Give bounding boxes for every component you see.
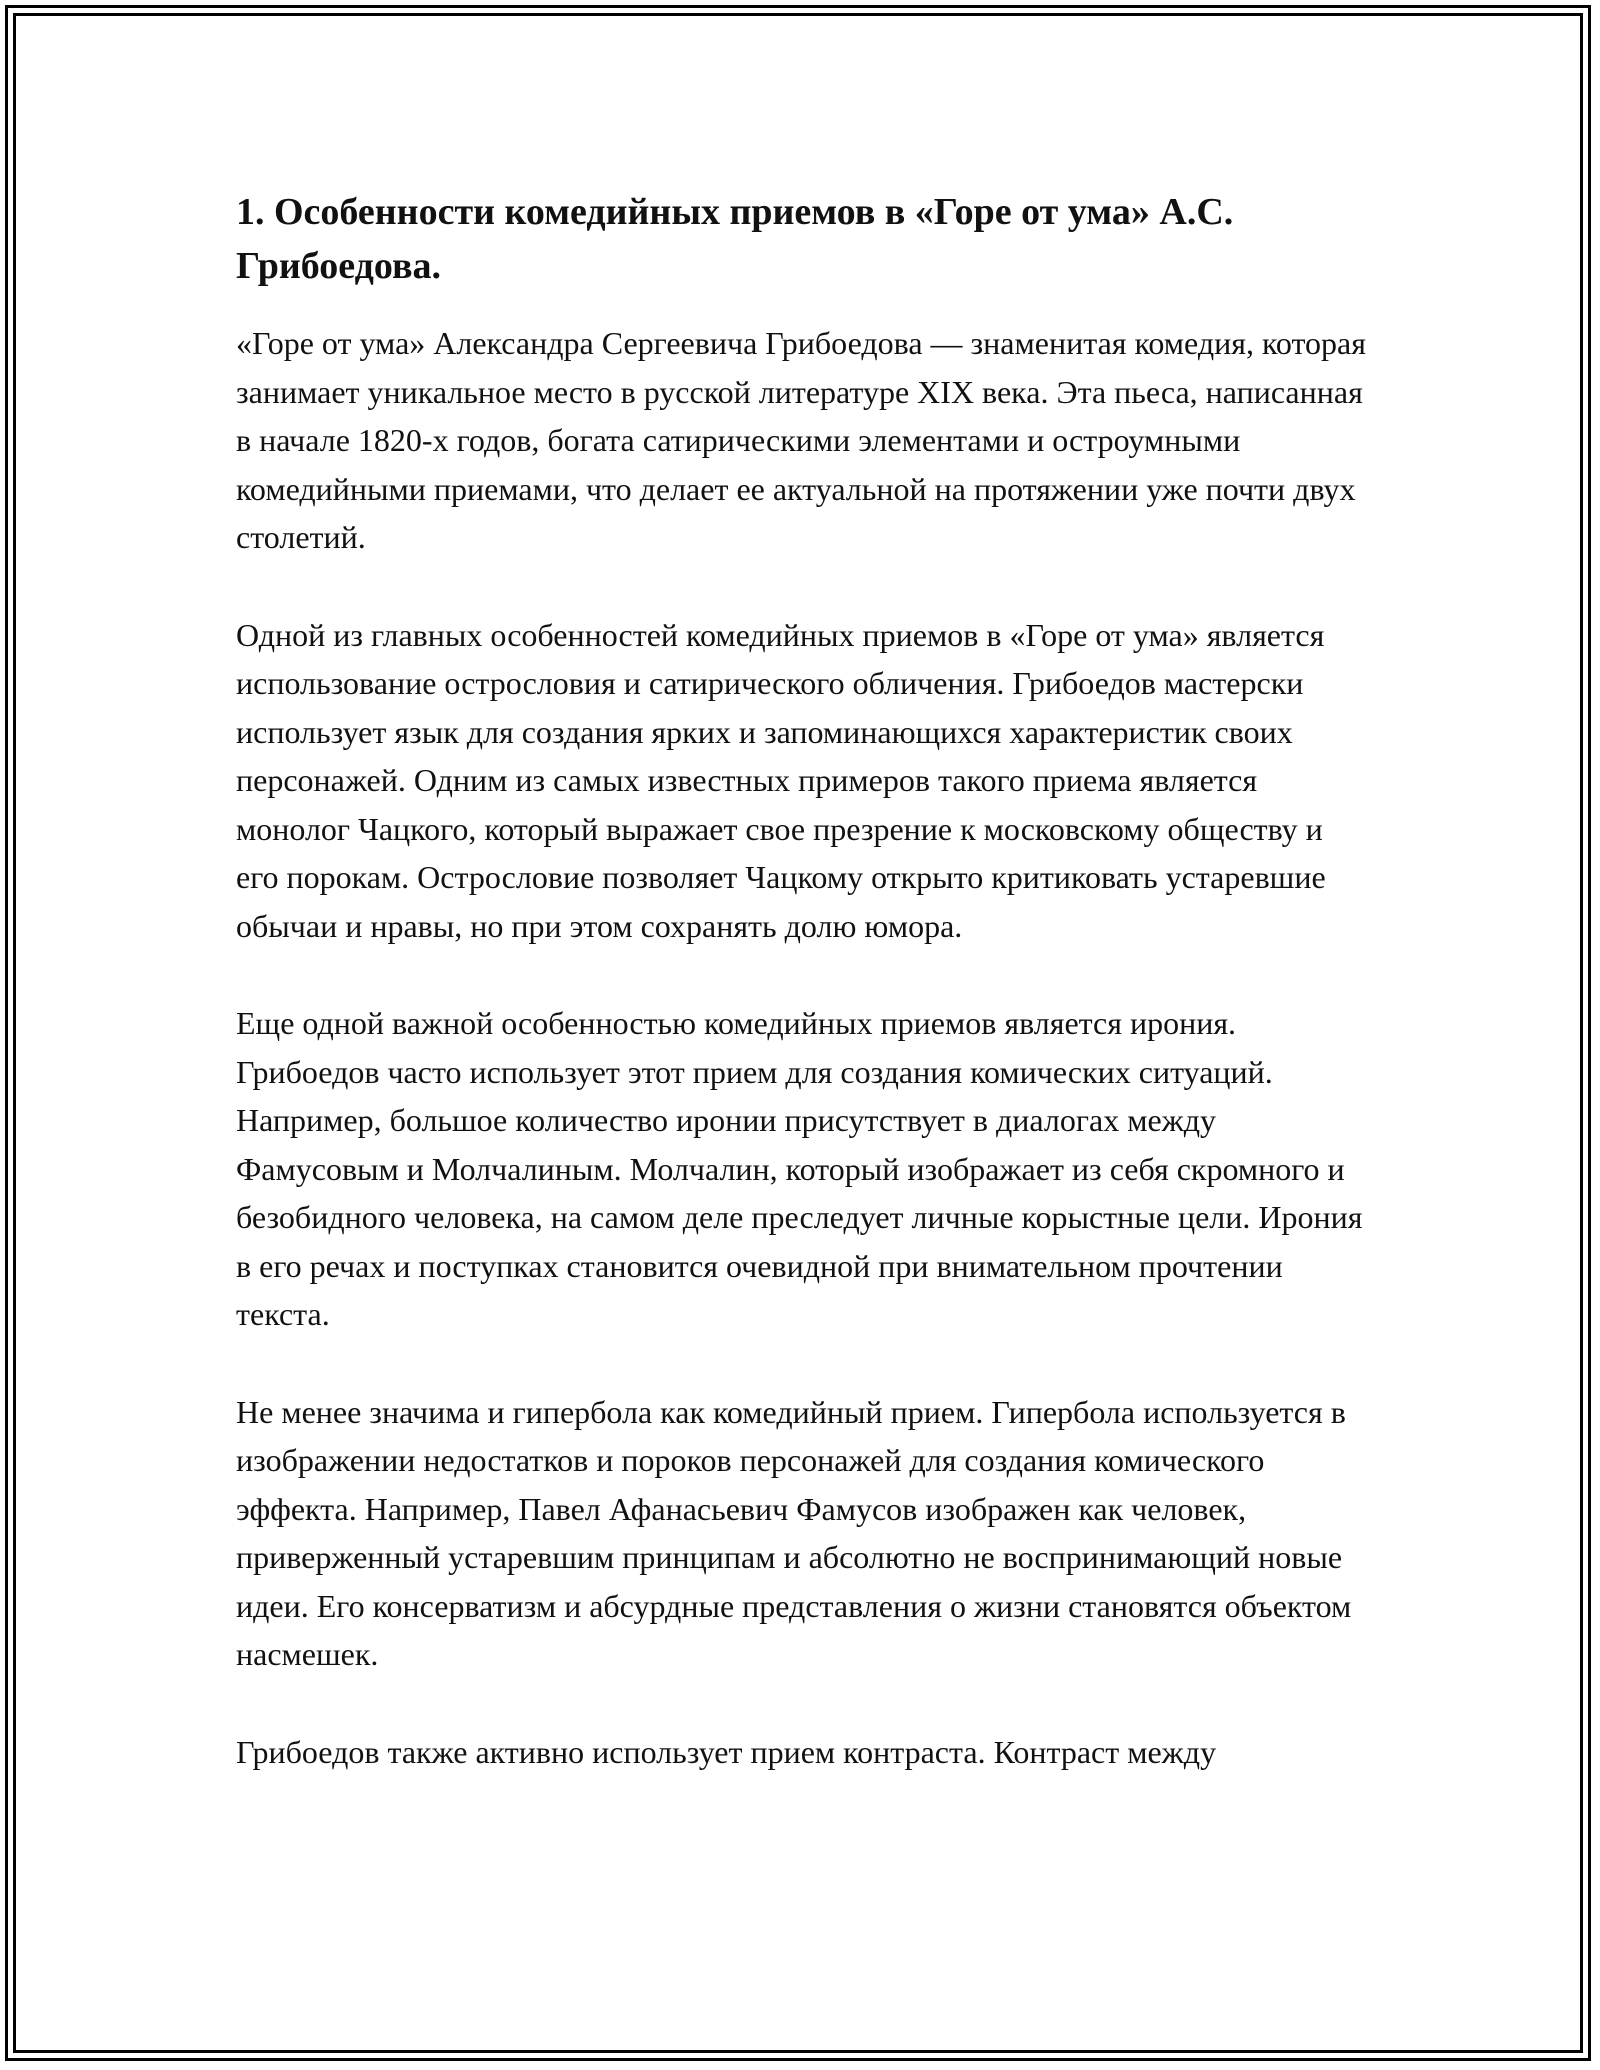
paragraph-wit: Одной из главных особенностей комедийных приемов в «Горе от ума» является использование острословия и сатирического обличения. Грибоедов мастерски использует язык для создания ярких и запоминающихся характеристик своих персонажей. Одним из самых известных примеров такого приема является монолог Чацкого, который выражает свое презрение к московскому обществу и его порокам. Острословие позволяет Чацкому открыто критиковать устаревшие обычаи и нравы, но при этом сохранять долю юмора. (236, 616, 1326, 944)
document-body (236, 185, 1371, 1825)
paragraph-irony: Еще одной важной особенностью комедийных приемов является ирония. Грибоедов часто использует этот прием для создания комических ситуаций. Например, большое количество иронии присутствует в диалогах между Фамусовым и Молчалиным. Молчалин, который изображает из себя скромного и безобидного человека, на самом деле преследует личные корыстные цели. Ирония в его речах и поступках становится очевидной при внимательном прочтении текста. (236, 1005, 1363, 1332)
paragraph-hyperbole: Не менее значима и гипербола как комедийный прием. Гипербола используется в изображении недостатков и пороков персонажей для создания комического эффекта. Например, Павел Афанасьевич Фамусов изображен как человек, приверженный устаревшим принципам и абсолютно не воспринимающий новые идеи. Его консерватизм и абсурдные представления о жизни становятся объектом насмешек. (236, 1393, 1352, 1672)
paragraph-contrast: Грибоедов также активно использует прием контраста. Контраст между (236, 1733, 1217, 1770)
paragraph-intro: «Горе от ума» Александра Сергеевича Грибоедова — знаменитая комедия, которая занимает уникальное место в русской литературе XIX века. Эта пьеса, написанная в начале 1820-х годов, богата сатирическими элементами и остроумными комедийными приемами, что делает ее актуальной на протяжении уже почти двух столетий. (236, 325, 1366, 555)
document-title: 1. Особенности комедийных приемов в «Горе от ума» А.С. Грибоедова. (236, 191, 1234, 287)
